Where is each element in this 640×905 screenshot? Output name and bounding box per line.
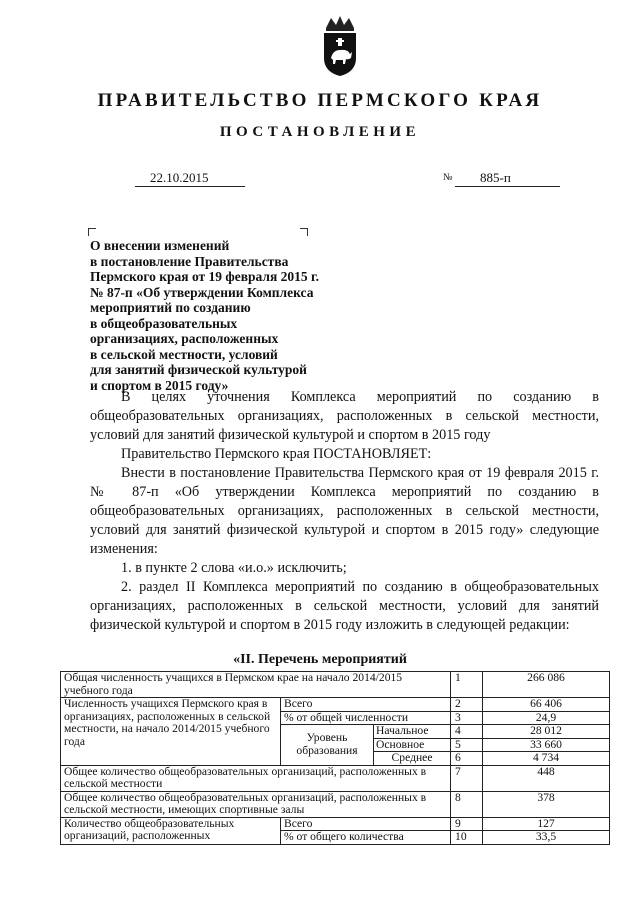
table-cell-value: 24,9 <box>483 711 610 725</box>
table-cell-sublabel: % от общего количества <box>281 831 451 845</box>
education-level-cell <box>281 725 451 766</box>
level-name: Начальное <box>374 725 451 738</box>
subject-line: в общеобразовательных <box>90 315 238 331</box>
table-row <box>61 765 610 791</box>
table-row <box>61 817 610 831</box>
table-cell-value: 33,5 <box>483 831 610 845</box>
table-cell-value: 66 406 <box>483 698 610 712</box>
coat-of-arms-icon <box>318 14 362 78</box>
measures-table <box>60 671 610 845</box>
body-paragraph: 1. в пункте 2 слова «и.о.» исключить; <box>121 560 347 576</box>
subject-line: мероприятий по созданию <box>90 300 251 315</box>
number-underline <box>455 186 560 187</box>
subject-line: Пермского края от 19 февраля 2015 г. <box>90 269 320 284</box>
date-underline <box>135 186 245 187</box>
table-cell-label: Общее количество общеобразовательных организаций, расположенных в сельской местности <box>61 765 451 791</box>
table-cell-number: 7 <box>451 765 483 791</box>
table-cell-number: 8 <box>451 791 483 817</box>
table-cell-value: 127 <box>483 817 610 831</box>
subject-line: в постановление Правительства <box>90 253 289 269</box>
table-row <box>61 791 610 817</box>
table-cell-value: 28 012 <box>483 725 610 739</box>
document-date: 22.10.2015 <box>150 170 209 185</box>
education-level-label: Уровень образования <box>281 725 374 765</box>
subject-line: для занятий физической культурой <box>90 362 307 377</box>
level-name: Среднее <box>391 751 433 764</box>
table-cell-value: 266 086 <box>483 672 610 698</box>
document-number: 885-п <box>480 170 511 185</box>
table-cell-sublabel: Всего <box>281 698 451 712</box>
body-paragraph: В целях уточнения Комплекса мероприятий по созданию в общеобразовательных организациях, расположенных в сельской местности, условий для занятий физической культурой и спортом в 2015 году <box>90 389 599 443</box>
table-cell-number: 5 <box>451 738 483 752</box>
level-name: Основное <box>374 738 451 752</box>
document-body <box>90 388 599 635</box>
government-title: ПРАВИТЕЛЬСТВО ПЕРМСКОГО КРАЯ <box>97 90 543 111</box>
subject-corner-left <box>88 228 96 236</box>
document-type: ПОСТАНОВЛЕНИЕ <box>219 124 421 140</box>
subject-line: О внесении изменений <box>90 238 230 253</box>
subject-line: организациях, расположенных <box>90 331 279 346</box>
table-cell-number: 10 <box>451 831 483 845</box>
table-cell-number: 4 <box>451 725 483 739</box>
table-cell-value: 378 <box>483 791 610 817</box>
section-title: «II. Перечень мероприятий <box>233 652 407 667</box>
table-row <box>61 672 610 698</box>
table-cell-value: 33 660 <box>483 738 610 752</box>
table-cell-sublabel: % от общей численности <box>281 711 451 725</box>
number-sign: № <box>443 172 453 183</box>
table-cell-number: 9 <box>451 817 483 831</box>
table-cell-value: 4 734 <box>483 752 610 766</box>
subject-corner-right <box>300 228 308 236</box>
table-cell-number: 3 <box>451 711 483 725</box>
body-paragraph: 2. раздел II Комплекса мероприятий по созданию в общеобразовательных организациях, расположенных в сельской местности, условий для занятий физической культурой и спортом в 2015 году изложить в следующей редакции: <box>90 579 599 633</box>
subject-line: в сельской местности, условий <box>90 346 278 362</box>
table-cell-value: 448 <box>483 765 610 791</box>
subject-line: № 87-п «Об утверждении Комплекса <box>90 284 314 300</box>
table-cell-number: 1 <box>451 672 483 698</box>
table-cell-label: Количество общеобразовательных организаций, расположенных <box>61 817 281 844</box>
table-cell-number: 6 <box>451 752 483 766</box>
document-subject <box>90 238 390 393</box>
table-cell-label: Численность учащихся Пермского края в организациях, расположенных в сельской местности, на начало 2014/2015 учебного года <box>61 698 281 766</box>
table-cell-number: 2 <box>451 698 483 712</box>
body-paragraph: Правительство Пермского края ПОСТАНОВЛЯЕТ: <box>121 446 432 462</box>
body-paragraph: Внести в постановление Правительства Пермского края от 19 февраля 2015 г. № 87-п «Об утверждении Комплекса мероприятий по созданию в общеобразовательных организациях, расположенных в сельской местности, условий для занятий физической культурой и спортом в 2015 году» следующие изменения: <box>90 465 599 557</box>
table-cell-label: Общее количество общеобразовательных организаций, расположенных в сельской местности, имеющих спортивные залы <box>61 791 451 817</box>
table-row <box>61 698 610 712</box>
table-cell-sublabel: Всего <box>281 817 451 831</box>
subject-line: и спортом в 2015 году» <box>90 377 229 393</box>
table-cell-label: Общая численность учащихся в Пермском крае на начало 2014/2015 учебного года <box>61 672 451 698</box>
